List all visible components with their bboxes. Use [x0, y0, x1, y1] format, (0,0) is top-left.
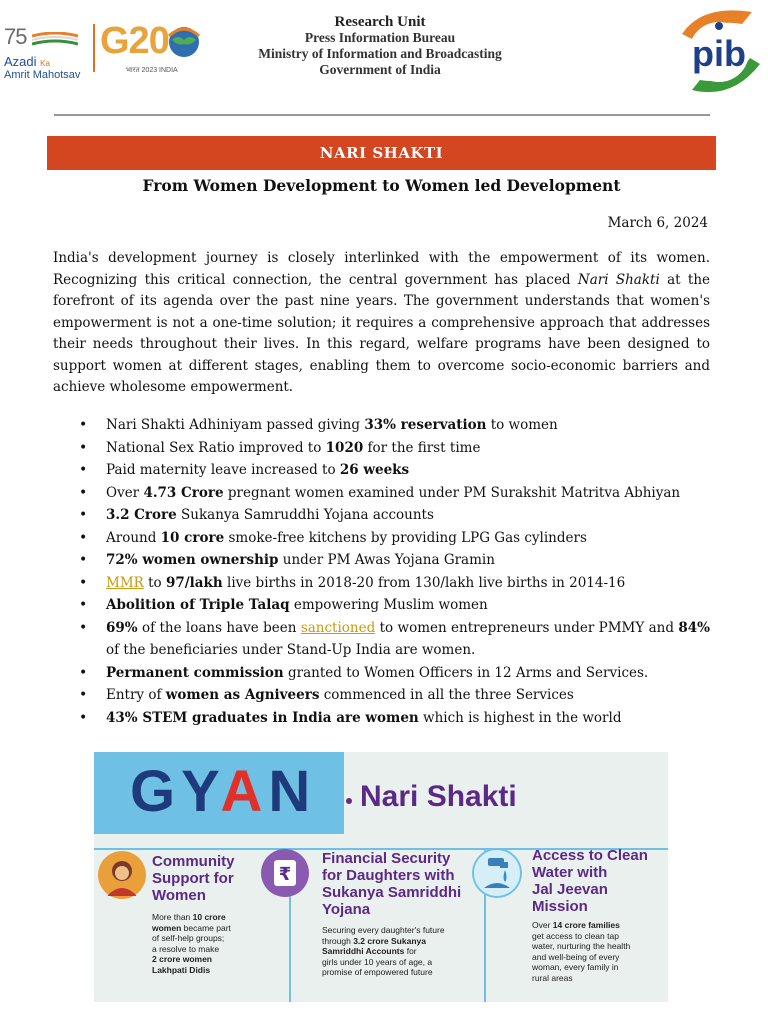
facts-list — [53, 414, 710, 729]
mmr-link[interactable]: MMR — [106, 574, 144, 591]
azadi-logo-tagline: Amrit Mahotsav — [4, 69, 81, 81]
logo-divider — [93, 24, 95, 72]
bullet-dot — [346, 798, 352, 804]
tricolor-flag-icon — [32, 32, 78, 46]
list-item: • MMR to 97/lakh live births in 2018-20 from 130/lakh live births in 2014-16 — [53, 572, 710, 595]
azadi-logo-word: Azadi — [4, 54, 37, 69]
card-title: Community Support for Women — [152, 853, 235, 904]
svg-text:₹: ₹ — [278, 864, 292, 885]
list-item: • Permanent commission granted to Women Officers in 12 Arms and Services. — [53, 662, 710, 685]
azadi-ka-amrit-mahotsav-logo — [2, 24, 84, 86]
list-item: • 3.2 Crore Sukanya Samruddhi Yojana accounts — [53, 504, 710, 527]
intro-paragraph: India's development journey is closely interlinked with the empowerment of its women. Recognizing this critical connection, the central government has placed Nari Shakti at the forefront of its agenda over the past nine years. The government understands that women's empowerment is not a one-time solution; it requires a comprehensive approach that addresses their needs throughout their lives. In this regard, welfare programs have been designed to support women at different stages, enabling them to overcome socio-economic barriers and achieve wholesome empowerment. — [53, 250, 711, 395]
azadi-logo-ka: Ka — [40, 59, 50, 68]
lotus-globe-icon — [164, 22, 204, 62]
azadi-logo-number: 75 — [4, 24, 27, 49]
header-divider — [54, 114, 710, 116]
list-item: • National Sex Ratio improved to 1020 for the first time — [53, 437, 710, 460]
page-header — [0, 0, 768, 110]
list-item: • Over 4.73 Crore pregnant women examined under PM Surakshit Matritva Abhiyan — [53, 482, 710, 505]
org-line: Government of India — [319, 62, 441, 77]
list-item: • Around 10 crore smoke-free kitchens by providing LPG Gas cylinders — [53, 527, 710, 550]
pib-logo-text: pib — [692, 33, 746, 74]
card-title: Access to Clean Water with Jal Jeevan Mission — [532, 847, 648, 915]
g20-logo — [100, 20, 210, 82]
card-description: Securing every daughter's future through 3.2 crore Sukanya Samriddhi Accounts for girls under 10 years of age, a promise of empowered future — [322, 925, 445, 977]
g20-logo-subtext: भारत 2023 INDIA — [126, 67, 178, 74]
document-subtitle: From Women Development to Women led Development — [142, 176, 621, 195]
gyan-title: GYAN — [130, 759, 317, 824]
pib-logo — [672, 4, 766, 96]
nari-shakti-emphasis: Nari Shakti — [577, 271, 660, 288]
water-tap-icon — [472, 848, 522, 898]
organization-block — [230, 14, 530, 78]
sanctioned-link[interactable]: sanctioned — [300, 619, 376, 636]
infographic-heading: Nari Shakti — [360, 780, 517, 813]
rupee-savings-icon — [260, 848, 310, 898]
list-item: • 69% of the loans have been sanctioned to women entrepreneurs under PMMY and 84% of the beneficiaries under Stand-Up India are women. — [53, 617, 710, 662]
card-description: More than 10 crore women became part of self-help groups; a resolve to make 2 crore women Lakhpati Didis — [152, 912, 231, 975]
list-item: • Abolition of Triple Talaq empowering Muslim women — [53, 594, 710, 617]
list-item: • Paid maternity leave increased to 26 weeks — [53, 459, 710, 482]
g20-logo-text: G20 — [100, 20, 169, 62]
org-line: Press Information Bureau — [304, 30, 456, 45]
section-banner: NARI SHAKTI — [47, 136, 716, 170]
woman-avatar-icon — [97, 850, 147, 900]
gyan-nari-shakti-infographic — [94, 752, 668, 1002]
list-item: • Entry of women as Agniveers commenced in all the three Services — [53, 684, 710, 707]
document-date: March 6, 2024 — [607, 215, 708, 231]
list-item: • 43% STEM graduates in India are women which is highest in the world — [53, 707, 710, 730]
org-title: Research Unit — [334, 14, 426, 30]
card-title: Financial Security for Daughters with Sukanya Samriddhi Yojana — [322, 850, 462, 918]
list-item: • 72% women ownership under PM Awas Yojana Gramin — [53, 549, 710, 572]
card-description: Over 14 crore families get access to clean tap water, nurturing the health and well-being of every woman, every family in rural areas — [532, 920, 631, 983]
org-line: Ministry of Information and Broadcasting — [258, 46, 502, 61]
list-item: • Nari Shakti Adhiniyam passed giving 33% reservation to women — [53, 414, 710, 437]
